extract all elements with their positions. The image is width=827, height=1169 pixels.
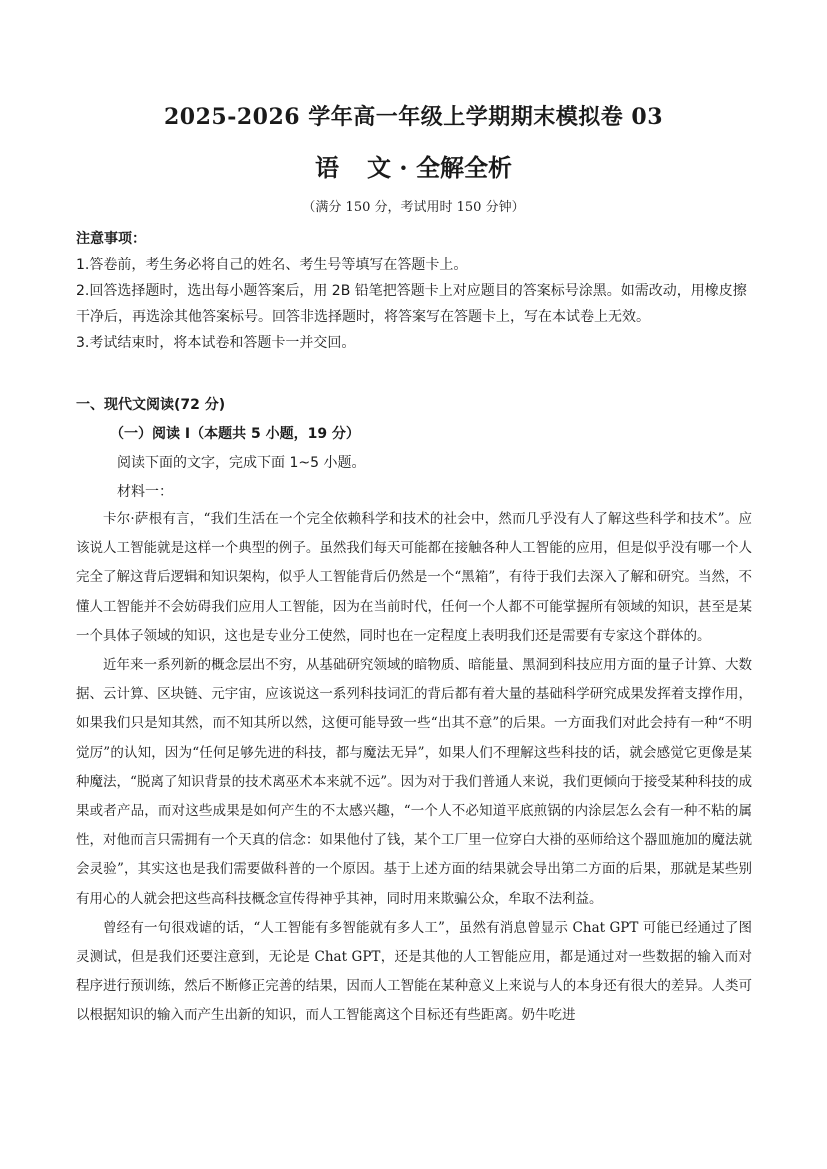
score-note: （满分 150 分，考试用时 150 分钟） bbox=[302, 200, 525, 215]
passage-paragraph: 卡尔·萨根有言，“我们生活在一个完全依赖科学和技术的社会中，然而几乎没有人了解这些科学和技术”。应该说人工智能就是这样一个典型的例子。虽然我们每天可能都在接触各种人工智能的应用，但是似乎没有哪一个人完全了解这背后逻辑和知识架构，似乎人工智能背后仍然是一个“黑箱”，有待于我们去深入了解和研究。当然，不懂人工智能并不会妨碍我们应用人工智能，因为在当前时代，任何一个人都不可能掌握所有领域的知识，甚至是某一个具体子领域的知识，这也是专业分工使然，同时也在一定程度上表明我们还是需要有专家这个群体的。 bbox=[76, 511, 752, 644]
reading-passage bbox=[76, 505, 752, 1031]
subject-title-part2: 文 · 全解全析 bbox=[366, 153, 513, 182]
material-label: 材料一： bbox=[117, 484, 173, 500]
notice-item: 1.答卷前，考生务必将自己的姓名、考生号等填写在答题卡上。 bbox=[76, 257, 468, 273]
notice-block bbox=[76, 226, 756, 356]
passage-paragraph: 曾经有一句很戏谑的话，“人工智能有多智能就有多人工”，虽然有消息曾显示 Chat GPT 可能已经通过了图灵测试，但是我们还要注意到，无论是 Chat GPT，还是其他的人工智能应用，都是通过对一些数据的输入而对程序进行预训练，然后不断修正完善的结果，因而人工智能在某种意义上来说与人的本身还有很大的差异。人类可以根据知识的输入而产生出新的知识，而人工智能离这个目标还有些距离。奶牛吃进 bbox=[76, 919, 752, 1024]
notice-item: 2.回答选择题时，选出每小题答案后，用 2B 铅笔把答题卡上对应题目的答案标号涂黑。如需改动，用橡皮擦干净后，再选涂其他答案标号。回答非选择题时，将答案写在答题卡上，写在本试卷上无效。 bbox=[76, 283, 747, 325]
notice-item: 3.考试结束时，将本试卷和答题卡一并交回。 bbox=[76, 335, 356, 351]
passage-paragraph: 近年来一系列新的概念层出不穷，从基础研究领域的暗物质、暗能量、黑洞到科技应用方面的量子计算、大数据、云计算、区块链、元宇宙，应该说这一系列科技词汇的背后都有着大量的基础科学研究成果发挥着支撑作用，如果我们只是知其然，而不知其所以然，这便可能导致一些“出其不意”的后果。一方面我们对此会持有一种“不明觉厉”的认知，因为“任何足够先进的科技，都与魔法无异”，如果人们不理解这些科技的话，就会感觉它更像是某种魔法，“脱离了知识背景的技术离巫术本来就不远”。因为对于我们普通人来说，我们更倾向于接受某种科技的成果或者产品，而对这些成果是如何产生的不太感兴趣，“一个人不必知道平底煎锅的内涂层怎么会有一种不粘的属性，对他而言只需拥有一个天真的信念：如果他付了钱，某个工厂里一位穿白大褂的巫师给这个器皿施加的魔法就会灵验”，其实这也是我们需要做科普的一个原因。基于上述方面的结果就会导出第二方面的后果，那就是某些别有用心的人就会把这些高科技概念宣传得神乎其神，同时用来欺骗公众，牟取不法利益。 bbox=[76, 657, 752, 907]
notice-heading: 注意事项： bbox=[76, 231, 146, 247]
subject-title-part1: 语 bbox=[314, 153, 339, 182]
section-title: 一、现代文阅读(72 分) bbox=[76, 397, 226, 413]
exam-title: 2025-2026 学年高一年级上学期期末模拟卷 03 bbox=[163, 104, 664, 130]
reading-instruction: 阅读下面的文字，完成下面 1~5 小题。 bbox=[117, 455, 366, 471]
subject-title bbox=[0, 148, 827, 183]
subsection-title: （一）阅读 I（本题共 5 小题，19 分） bbox=[110, 426, 360, 442]
